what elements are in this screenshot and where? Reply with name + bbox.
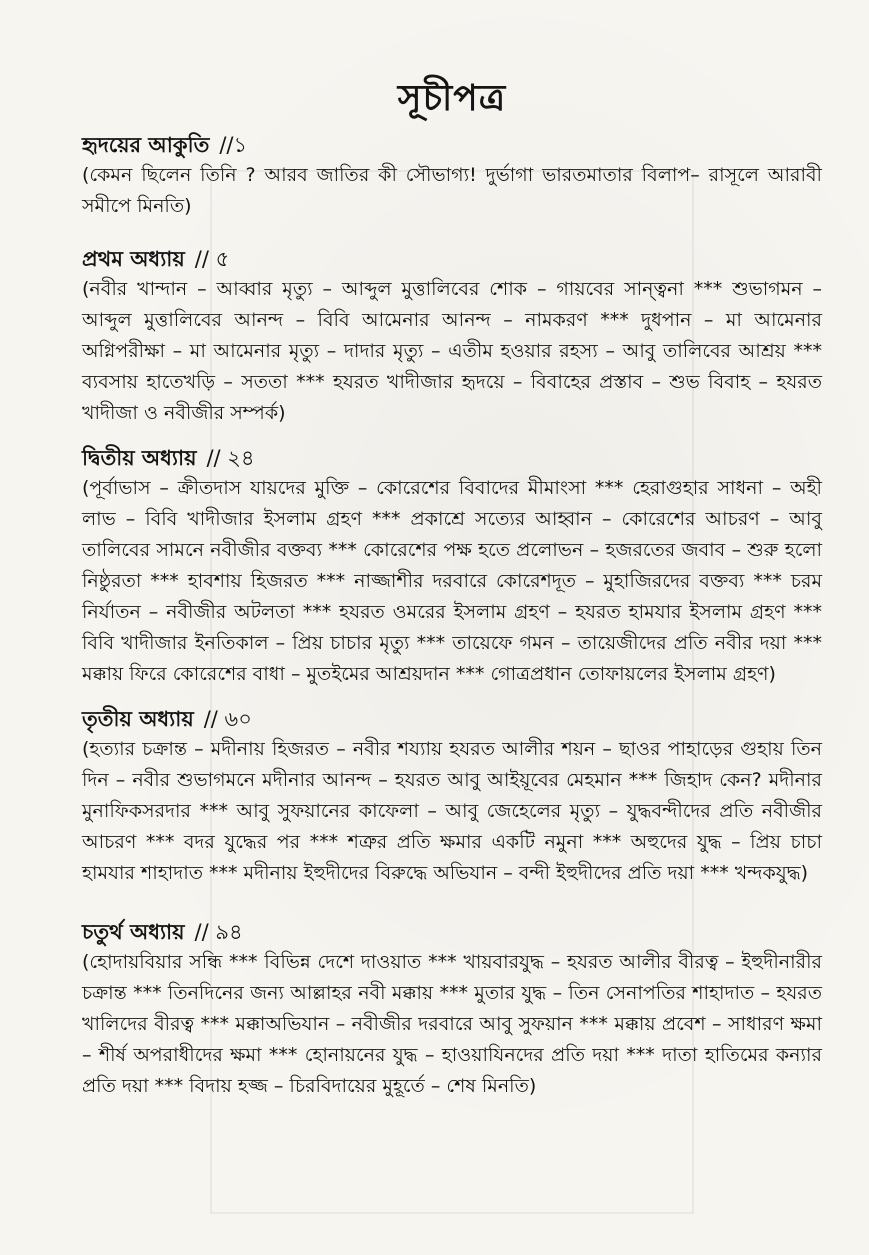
section-topics: (হত্যার চক্রান্ত – মদীনায় হিজরত – নবীর শয্যায় হযরত আলীর শয়ন – ছাওর পাহাড়ের গুহায় তিন দিন – নবীর শুভাগমনে মদীনার আনন্দ – হযরত আবু আইয়ূবের মেহমান *** জিহাদ কেন? মদীনার মুনাফিকসরদার *** আবু সুফয়ানের কাফেলা – আবু জেহেলের মৃত্যু – যুদ্ধবন্দীদের প্রতি নবীজীর আচরণ *** বদর যুদ্ধের পর *** শত্রুর প্রতি ক্ষমার একটি নমুনা *** অহুদের যুদ্ধ – প্রিয় চাচা হামযার শাহাদাত *** মদীনায় ইহুদীদের বিরুদ্ধে অভিযান – বন্দী ইহুদীদের প্রতি দয়া *** খন্দকযুদ্ধ) (82, 738, 822, 884)
section-heading (82, 443, 822, 473)
section-page: // ৬০ (203, 707, 252, 731)
section-page: // ২৪ (206, 446, 255, 470)
section-topics: (কেমন ছিলেন তিনি ? আরব জাতির কী সৌভাগ্য! দুর্ভাগা ভারতমাতার বিলাপ– রাসূলে আরাবী সমীপে মিনতি) (82, 164, 822, 217)
section-heading (82, 244, 822, 274)
section-title: চতুর্থ অধ্যায় (82, 920, 185, 944)
section-page: // ৫ (194, 247, 230, 271)
toc-section-chapter-3 (82, 704, 822, 889)
table-of-contents (82, 74, 822, 1102)
section-title: প্রথম অধ্যায় (82, 247, 185, 271)
section-title: তৃতীয় অধ্যায় (82, 707, 194, 731)
toc-section-preface (82, 130, 822, 222)
section-page: //১ (219, 133, 248, 157)
section-topics: (হোদায়বিয়ার সন্ধি *** বিভিন্ন দেশে দাওয়াত *** খায়বারযুদ্ধ – হযরত আলীর বীরত্ব – ইহুদীনারীর চক্রান্ত *** তিনদিনের জন্য আল্লাহর নবী মক্কায় *** মুতার যুদ্ধ – তিন সেনাপতির শাহাদাত – হযরত খালিদের বীরত্ব *** মক্কাঅভিযান – নবীজীর দরবারে আবু সুফয়ান *** মক্কায় প্রবেশ – সাধারণ ক্ষমা – শীর্ষ অপরাধীদের ক্ষমা *** হোনায়নের যুদ্ধ – হাওয়াযিনদের প্রতি দয়া *** দাতা হাতিমের কন্যার প্রতি দয়া *** বিদায় হজ্জ – চিরবিদায়ের মুহূর্তে – শেষ মিনতি) (82, 951, 822, 1097)
section-title: হৃদয়ের আকুতি (82, 133, 210, 157)
section-page: // ৯৪ (194, 920, 243, 944)
section-heading (82, 917, 822, 947)
section-heading (82, 130, 822, 160)
toc-section-chapter-4 (82, 917, 822, 1102)
section-title: দ্বিতীয় অধ্যায় (82, 446, 197, 470)
page-title: সূচীপত্র (397, 78, 507, 119)
toc-section-chapter-2 (82, 443, 822, 690)
toc-section-chapter-1 (82, 244, 822, 429)
section-topics: (পূর্বাভাস – ক্রীতদাস যায়দের মুক্তি – কোরেশের বিবাদের মীমাংসা *** হেরাগুহার সাধনা – অহী লাভ – বিবি খাদীজার ইসলাম গ্রহণ *** প্রকাশ্রে সত্যের আহ্বান – কোরেশের আচরণ – আবু তালিবের সামনে নবীজীর বক্তব্য *** কোরেশের পক্ষ হতে প্রলোভন – হজরতের জবাব – শুরু হলো নিষ্ঠুরতা *** হাবশায় হিজরত *** নাজ্জাশীর দরবারে কোরেশদূত – মুহাজিরদের বক্তব্য *** চরম নির্যাতন – নবীজীর অটলতা *** হযরত ওমরের ইসলাম গ্রহণ – হযরত হামযার ইসলাম গ্রহণ *** বিবি খাদীজার ইনতিকাল – প্রিয় চাচার মৃত্যু *** তায়েফে গমন – তায়েজীদের প্রতি নবীর দয়া *** মক্কায় ফিরে কোরেশের বাধা – মুতইমের আশ্রয়দান *** গোত্রপ্রধান তোফায়লের ইসলাম গ্রহণ) (82, 477, 822, 685)
section-topics: (নবীর খান্দান – আব্বার মৃত্যু – আব্দুল মুত্তালিবের শোক – গায়বের সান্ত্বনা *** শুভাগমন – আব্দুল মুত্তালিবের আনন্দ – বিবি আমেনার আনন্দ – নামকরণ *** দুধপান – মা আমেনার অগ্নিপরীক্ষা – মা আমেনার মৃত্যু – দাদার মৃত্যু – এতীম হওয়ার রহস্য – আবু তালিবের আশ্রয় *** ব্যবসায় হাতেখড়ি – সততা *** হযরত খাদীজার হৃদয়ে – বিবাহের প্রস্তাব – শুভ বিবাহ – হযরত খাদীজা ও নবীজীর সম্পর্ক) (82, 278, 822, 424)
section-heading (82, 704, 822, 734)
